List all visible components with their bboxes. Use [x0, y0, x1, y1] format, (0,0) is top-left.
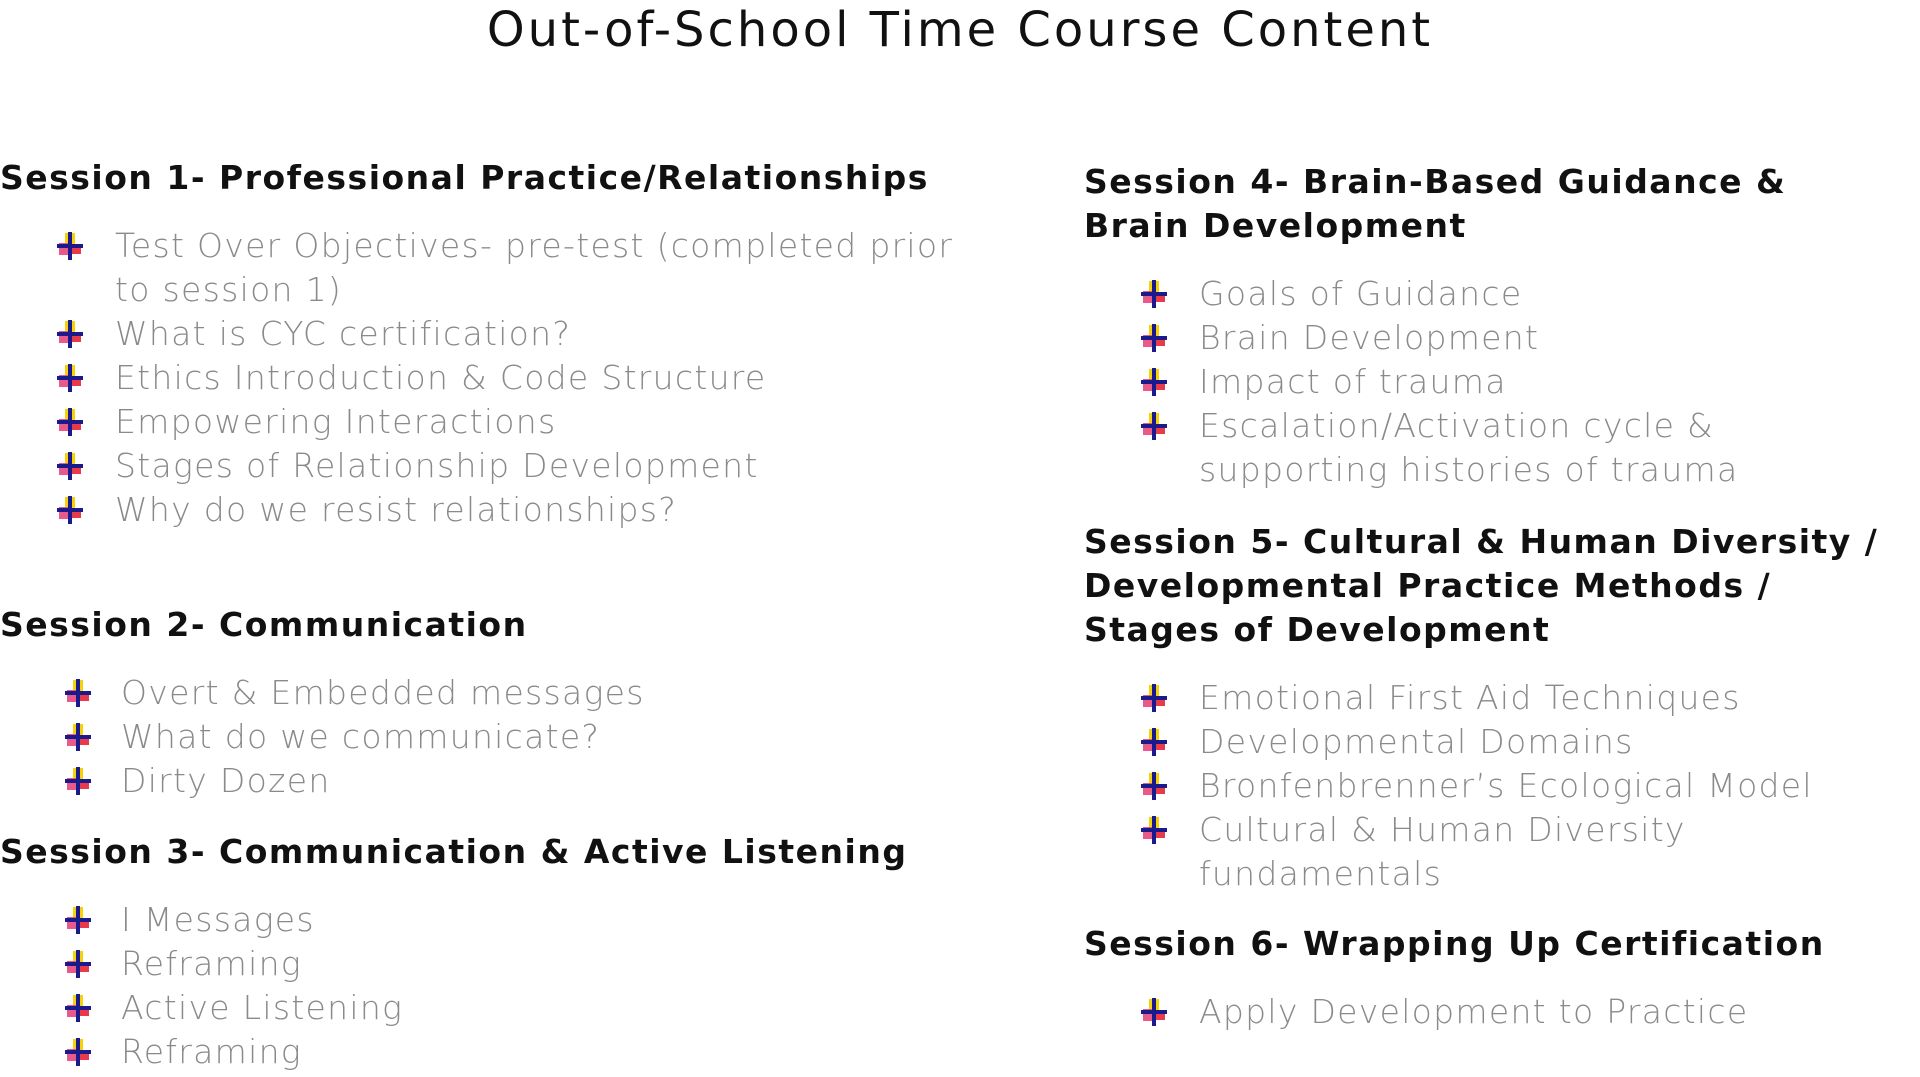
list-item: Why do we resist relationships? [115, 488, 975, 532]
session-1-list [0, 224, 975, 532]
session-6-list [1084, 990, 1904, 1034]
list-item: What is CYC certification? [115, 312, 975, 356]
multicolor-cross-bullet-icon [57, 496, 83, 524]
session-5 [1084, 520, 1904, 896]
page-title: Out-of-School Time Course Content [486, 2, 1434, 58]
multicolor-cross-bullet-icon [57, 232, 83, 260]
list-item: Developmental Domains [1199, 720, 1904, 764]
session-3-list [0, 898, 981, 1074]
list-item: What do we communicate? [121, 715, 981, 759]
multicolor-cross-bullet-icon [65, 723, 91, 751]
multicolor-cross-bullet-icon [57, 408, 83, 436]
multicolor-cross-bullet-icon [1141, 772, 1167, 800]
session-2-list [0, 671, 981, 803]
list-item: Emotional First Aid Techniques [1199, 676, 1904, 720]
session-4-list [1084, 272, 1904, 492]
multicolor-cross-bullet-icon [1141, 728, 1167, 756]
session-6-heading: Session 6- Wrapping Up Certification [1084, 924, 1825, 963]
list-item: Escalation/Activation cycle & supporting histories of trauma [1199, 404, 1904, 492]
multicolor-cross-bullet-icon [65, 679, 91, 707]
list-item: Overt & Embedded messages [121, 671, 981, 715]
list-item: Brain Development [1199, 316, 1904, 360]
list-item: Cultural & Human Diversity fundamentals [1199, 808, 1904, 896]
multicolor-cross-bullet-icon [65, 767, 91, 795]
multicolor-cross-bullet-icon [57, 320, 83, 348]
multicolor-cross-bullet-icon [1141, 684, 1167, 712]
list-item: Impact of trauma [1199, 360, 1904, 404]
list-item: Reframing [121, 1030, 981, 1074]
multicolor-cross-bullet-icon [1141, 998, 1167, 1026]
session-1-heading: Session 1- Professional Practice/Relationships [0, 158, 929, 197]
session-4 [1084, 160, 1904, 492]
list-item: Active Listening [121, 986, 981, 1030]
session-2 [0, 603, 1000, 803]
multicolor-cross-bullet-icon [57, 452, 83, 480]
session-5-list [1084, 676, 1904, 896]
session-4-heading: Session 4- Brain-Based Guidance & Brain Development [1084, 162, 1787, 245]
session-3-heading: Session 3- Communication & Active Listening [0, 832, 908, 871]
multicolor-cross-bullet-icon [1141, 280, 1167, 308]
list-item: Reframing [121, 942, 981, 986]
multicolor-cross-bullet-icon [65, 994, 91, 1022]
multicolor-cross-bullet-icon [1141, 412, 1167, 440]
multicolor-cross-bullet-icon [1141, 368, 1167, 396]
list-item: Empowering Interactions [115, 400, 975, 444]
list-item: Apply Development to Practice [1199, 990, 1904, 1034]
list-item: Ethics Introduction & Code Structure [115, 356, 975, 400]
multicolor-cross-bullet-icon [57, 364, 83, 392]
multicolor-cross-bullet-icon [65, 950, 91, 978]
session-1 [0, 156, 1000, 532]
multicolor-cross-bullet-icon [65, 1038, 91, 1066]
list-item: Test Over Objectives- pre-test (completed prior to session 1) [115, 224, 975, 312]
session-2-heading: Session 2- Communication [0, 605, 528, 644]
list-item: Goals of Guidance [1199, 272, 1904, 316]
session-6 [1084, 922, 1904, 1034]
list-item: Dirty Dozen [121, 759, 981, 803]
list-item: Bronfenbrenner’s Ecological Model [1199, 764, 1904, 808]
multicolor-cross-bullet-icon [65, 906, 91, 934]
multicolor-cross-bullet-icon [1141, 324, 1167, 352]
multicolor-cross-bullet-icon [1141, 816, 1167, 844]
list-item: Stages of Relationship Development [115, 444, 975, 488]
session-5-heading: Session 5- Cultural & Human Diversity / Developmental Practice Methods / Stages of Development [1084, 522, 1879, 649]
session-3 [0, 830, 1000, 1074]
list-item: I Messages [121, 898, 981, 942]
